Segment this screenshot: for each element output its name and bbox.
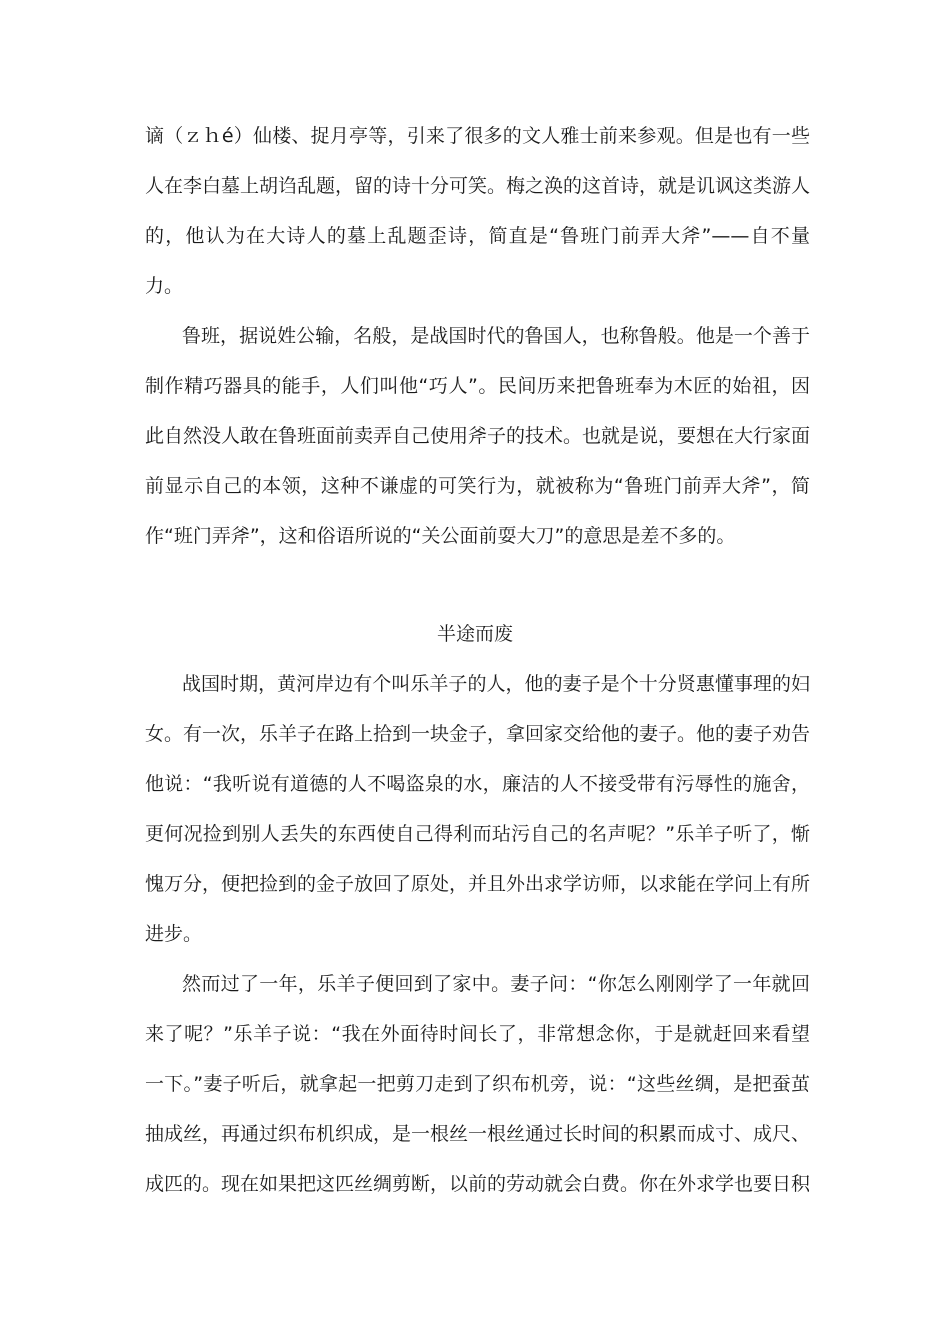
paragraph-3-line-2: 女。有一次，乐羊子在路上拾到一块金子，拿回家交给他的妻子。他的妻子劝告 [145,723,811,745]
paragraph-1-line-4: 力。 [145,275,184,297]
paragraph-3-line-1: 战国时期，黄河岸边有个叫乐羊子的人，他的妻子是个十分贤惠懂事理的妇 [182,673,810,695]
paragraph-4-line-1: 然而过了一年，乐羊子便回到了家中。妻子问：“你怎么刚刚学了一年就回 [182,973,810,995]
paragraph-2-line-1: 鲁班，据说姓公输，名般，是战国时代的鲁国人，也称鲁般。他是一个善于 [182,325,810,347]
paragraph-1-line-2: 人在李白墓上胡诌乱题，留的诗十分可笑。梅之涣的这首诗，就是讥讽这类游人 [145,175,811,197]
section-heading: 半途而废 [436,623,513,645]
paragraph-4-line-3: 一下。”妻子听后，就拿起一把剪刀走到了织布机旁，说：“这些丝绸，是把蚕茧 [145,1073,810,1095]
paragraph-2-line-4: 前显示自己的本领，这种不谦虚的可笑行为，就被称为“鲁班门前弄大斧”，简 [145,475,810,497]
paragraph-2-line-5: 作“班门弄斧”，这和俗语所说的“关公面前耍大刀”的意思是差不多的。 [145,525,736,547]
paragraph-4-line-4: 抽成丝，再通过织布机织成，是一根丝一根丝通过长时间的积累而成寸、成尺、 [145,1123,811,1145]
paragraph-2-line-2: 制作精巧器具的能手，人们叫他“巧人”。民间历来把鲁班奉为木匠的始祖，因 [145,375,810,397]
paragraph-2-line-3: 此自然没人敢在鲁班面前卖弄自己使用斧子的技术。也就是说，要想在大行家面 [145,425,811,447]
paragraph-3-line-6: 进步。 [145,923,203,945]
paragraph-3-line-4: 更何况捡到别人丢失的东西使自己得利而玷污自己的名声呢？”乐羊子听了，惭 [145,823,810,845]
paragraph-4-line-5: 成匹的。现在如果把这匹丝绸剪断，以前的劳动就会白费。你在外求学也要日积 [145,1173,811,1195]
paragraph-3-line-3: 他说：“我听说有道德的人不喝盗泉的水，廉洁的人不接受带有污辱性的施舍， [145,773,810,795]
paragraph-3-line-5: 愧万分，便把捡到的金子放回了原处，并且外出求学访师，以求能在学问上有所 [145,873,811,895]
paragraph-4-line-2: 来了呢？”乐羊子说：“我在外面待时间长了，非常想念你，于是就赶回来看望 [145,1023,810,1045]
paragraph-1-line-1: 谪（ｚｈé）仙楼、捉月亭等，引来了很多的文人雅士前来参观。但是也有一些 [145,125,810,147]
paragraph-1-line-3: 的，他认为在大诗人的墓上乱题歪诗，简直是“鲁班门前弄大斧”——自不量 [145,225,810,247]
